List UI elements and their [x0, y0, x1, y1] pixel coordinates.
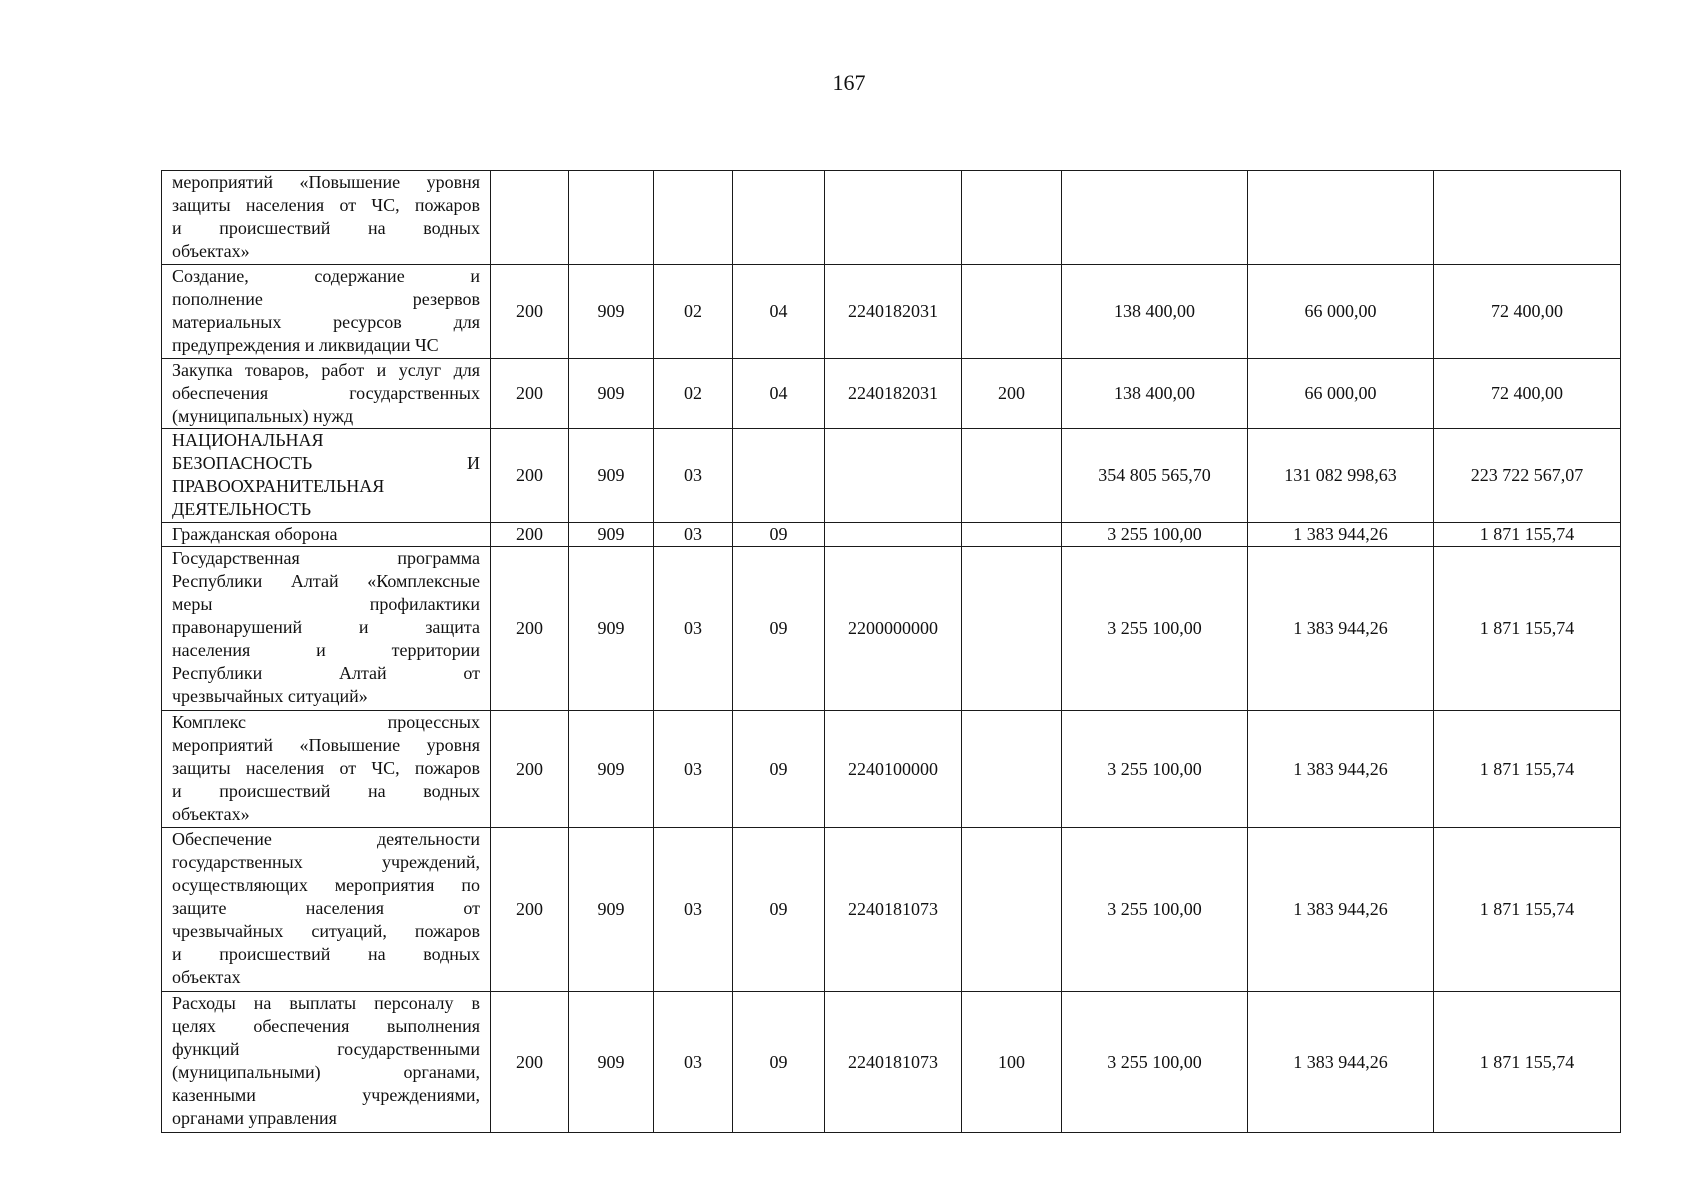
item-name-line: Республики Алтай от — [172, 663, 480, 683]
item-name-line: защиты населения от ЧС, пожаров — [172, 758, 480, 778]
target-article-cell — [825, 429, 962, 523]
subsection-code-cell: 09 — [733, 711, 825, 828]
item-name-cell — [162, 171, 491, 265]
target-article-cell — [825, 523, 962, 547]
page-number: 167 — [832, 70, 866, 95]
section-code-cell: 02 — [654, 359, 733, 429]
target-article-cell: 2240182031 — [825, 265, 962, 359]
item-name-line: (муниципальных) нужд — [172, 406, 354, 426]
target-article-cell — [825, 171, 962, 265]
table-row — [162, 359, 1621, 429]
item-name-line: объектах» — [172, 241, 250, 261]
total-amount-cell: 354 805 565,70 — [1062, 429, 1248, 523]
item-name-line: осуществляющих мероприятия по — [172, 875, 480, 895]
amount-year2-cell: 1 871 155,74 — [1434, 711, 1621, 828]
admin-code-cell: 200 — [491, 523, 569, 547]
item-name-line: БЕЗОПАСНОСТЬ И — [172, 453, 480, 473]
item-name-line: Расходы на выплаты персоналу в — [172, 993, 480, 1013]
item-name-line: органами управления — [172, 1108, 337, 1128]
item-name-line: мероприятий «Повышение уровня — [172, 735, 480, 755]
admin-code-cell: 200 — [491, 265, 569, 359]
section-code-cell: 03 — [654, 523, 733, 547]
item-name-line: меры профилактики — [172, 594, 480, 614]
item-name-cell — [162, 992, 491, 1133]
total-amount-cell — [1062, 171, 1248, 265]
item-name-line: целях обеспечения выполнения — [172, 1016, 480, 1036]
item-name-cell — [162, 359, 491, 429]
total-amount-cell: 3 255 100,00 — [1062, 523, 1248, 547]
ministry-code-cell: 909 — [569, 547, 654, 711]
item-name-line: Обеспечение деятельности — [172, 829, 480, 849]
amount-year1-cell: 1 383 944,26 — [1248, 992, 1434, 1133]
total-amount-cell: 138 400,00 — [1062, 265, 1248, 359]
expense-type-cell — [962, 523, 1062, 547]
item-name-line: защиты населения от ЧС, пожаров — [172, 195, 480, 215]
expense-type-cell — [962, 828, 1062, 992]
expense-type-cell: 100 — [962, 992, 1062, 1133]
table-row — [162, 429, 1621, 523]
subsection-code-cell — [733, 429, 825, 523]
subsection-code-cell: 09 — [733, 547, 825, 711]
section-code-cell: 03 — [654, 711, 733, 828]
amount-year1-cell: 66 000,00 — [1248, 265, 1434, 359]
item-name-line: Государственная программа — [172, 548, 480, 568]
item-name-line: и происшествий на водных — [172, 781, 480, 801]
expense-type-cell — [962, 171, 1062, 265]
item-name-line: правонарушений и защита — [172, 617, 480, 637]
admin-code-cell: 200 — [491, 359, 569, 429]
target-article-cell: 2240100000 — [825, 711, 962, 828]
amount-year1-cell: 1 383 944,26 — [1248, 711, 1434, 828]
ministry-code-cell: 909 — [569, 992, 654, 1133]
admin-code-cell: 200 — [491, 429, 569, 523]
ministry-code-cell: 909 — [569, 711, 654, 828]
item-name-line: (муниципальными) органами, — [172, 1062, 480, 1082]
subsection-code-cell: 09 — [733, 523, 825, 547]
item-name-line: и происшествий на водных — [172, 944, 480, 964]
amount-year1-cell: 1 383 944,26 — [1248, 523, 1434, 547]
item-name-line: объектах» — [172, 804, 250, 824]
admin-code-cell: 200 — [491, 992, 569, 1133]
amount-year1-cell: 131 082 998,63 — [1248, 429, 1434, 523]
table-body — [162, 171, 1621, 1133]
admin-code-cell — [491, 171, 569, 265]
item-name-cell — [162, 523, 491, 547]
amount-year2-cell: 72 400,00 — [1434, 359, 1621, 429]
table-row — [162, 992, 1621, 1133]
item-name-line: и происшествий на водных — [172, 218, 480, 238]
admin-code-cell: 200 — [491, 828, 569, 992]
ministry-code-cell: 909 — [569, 265, 654, 359]
item-name-cell — [162, 265, 491, 359]
item-name-cell — [162, 828, 491, 992]
subsection-code-cell — [733, 171, 825, 265]
target-article-cell: 2240181073 — [825, 828, 962, 992]
amount-year2-cell: 1 871 155,74 — [1434, 992, 1621, 1133]
subsection-code-cell: 09 — [733, 992, 825, 1133]
expense-type-cell — [962, 547, 1062, 711]
item-name-line: Создание, содержание и — [172, 266, 480, 286]
item-name-cell — [162, 711, 491, 828]
section-code-cell: 03 — [654, 828, 733, 992]
ministry-code-cell: 909 — [569, 359, 654, 429]
table-row — [162, 828, 1621, 992]
item-name-line: предупреждения и ликвидации ЧС — [172, 335, 439, 355]
table-row — [162, 523, 1621, 547]
target-article-cell: 2240182031 — [825, 359, 962, 429]
item-name-line: Комплекс процессных — [172, 712, 480, 732]
item-name-line: населения и территории — [172, 640, 480, 660]
section-code-cell: 03 — [654, 547, 733, 711]
section-code-cell: 03 — [654, 992, 733, 1133]
total-amount-cell: 3 255 100,00 — [1062, 828, 1248, 992]
item-name-line: обеспечения государственных — [172, 383, 480, 403]
item-name-cell — [162, 547, 491, 711]
amount-year1-cell: 66 000,00 — [1248, 359, 1434, 429]
table-row — [162, 711, 1621, 828]
admin-code-cell: 200 — [491, 547, 569, 711]
ministry-code-cell: 909 — [569, 429, 654, 523]
item-name-line: государственных учреждений, — [172, 852, 480, 872]
item-name-line: Закупка товаров, работ и услуг для — [172, 360, 480, 380]
total-amount-cell: 138 400,00 — [1062, 359, 1248, 429]
item-name-line: функций государственными — [172, 1039, 480, 1059]
ministry-code-cell: 909 — [569, 828, 654, 992]
section-code-cell: 02 — [654, 265, 733, 359]
item-name-line: ДЕЯТЕЛЬНОСТЬ — [172, 499, 312, 519]
item-name-line: защите населения от — [172, 898, 480, 918]
amount-year2-cell — [1434, 171, 1621, 265]
item-name-line: чрезвычайных ситуаций, пожаров — [172, 921, 480, 941]
ministry-code-cell: 909 — [569, 523, 654, 547]
total-amount-cell: 3 255 100,00 — [1062, 992, 1248, 1133]
item-name-line: пополнение резервов — [172, 289, 480, 309]
budget-table — [161, 170, 1621, 1133]
subsection-code-cell: 04 — [733, 265, 825, 359]
total-amount-cell: 3 255 100,00 — [1062, 547, 1248, 711]
amount-year2-cell: 72 400,00 — [1434, 265, 1621, 359]
subsection-code-cell: 04 — [733, 359, 825, 429]
item-name-line: казенными учреждениями, — [172, 1085, 480, 1105]
item-name-line: объектах — [172, 967, 241, 987]
amount-year2-cell: 1 871 155,74 — [1434, 547, 1621, 711]
section-code-cell — [654, 171, 733, 265]
subsection-code-cell: 09 — [733, 828, 825, 992]
expense-type-cell: 200 — [962, 359, 1062, 429]
item-name-cell — [162, 429, 491, 523]
amount-year1-cell: 1 383 944,26 — [1248, 547, 1434, 711]
item-name-line: Республики Алтай «Комплексные — [172, 571, 480, 591]
section-code-cell: 03 — [654, 429, 733, 523]
table-row — [162, 171, 1621, 265]
ministry-code-cell — [569, 171, 654, 265]
table-row — [162, 547, 1621, 711]
total-amount-cell: 3 255 100,00 — [1062, 711, 1248, 828]
table-row — [162, 265, 1621, 359]
target-article-cell: 2240181073 — [825, 992, 962, 1133]
item-name-line: материальных ресурсов для — [172, 312, 480, 332]
amount-year1-cell: 1 383 944,26 — [1248, 828, 1434, 992]
item-name-line: мероприятий «Повышение уровня — [172, 172, 480, 192]
admin-code-cell: 200 — [491, 711, 569, 828]
amount-year1-cell — [1248, 171, 1434, 265]
item-name-line: Гражданская оборона — [172, 524, 338, 544]
amount-year2-cell: 1 871 155,74 — [1434, 523, 1621, 547]
item-name-line: ПРАВООХРАНИТЕЛЬНАЯ — [172, 476, 385, 496]
item-name-line: чрезвычайных ситуаций» — [172, 686, 368, 706]
expense-type-cell — [962, 265, 1062, 359]
amount-year2-cell: 1 871 155,74 — [1434, 828, 1621, 992]
expense-type-cell — [962, 429, 1062, 523]
target-article-cell: 2200000000 — [825, 547, 962, 711]
item-name-line: НАЦИОНАЛЬНАЯ — [172, 430, 324, 450]
amount-year2-cell: 223 722 567,07 — [1434, 429, 1621, 523]
expense-type-cell — [962, 711, 1062, 828]
